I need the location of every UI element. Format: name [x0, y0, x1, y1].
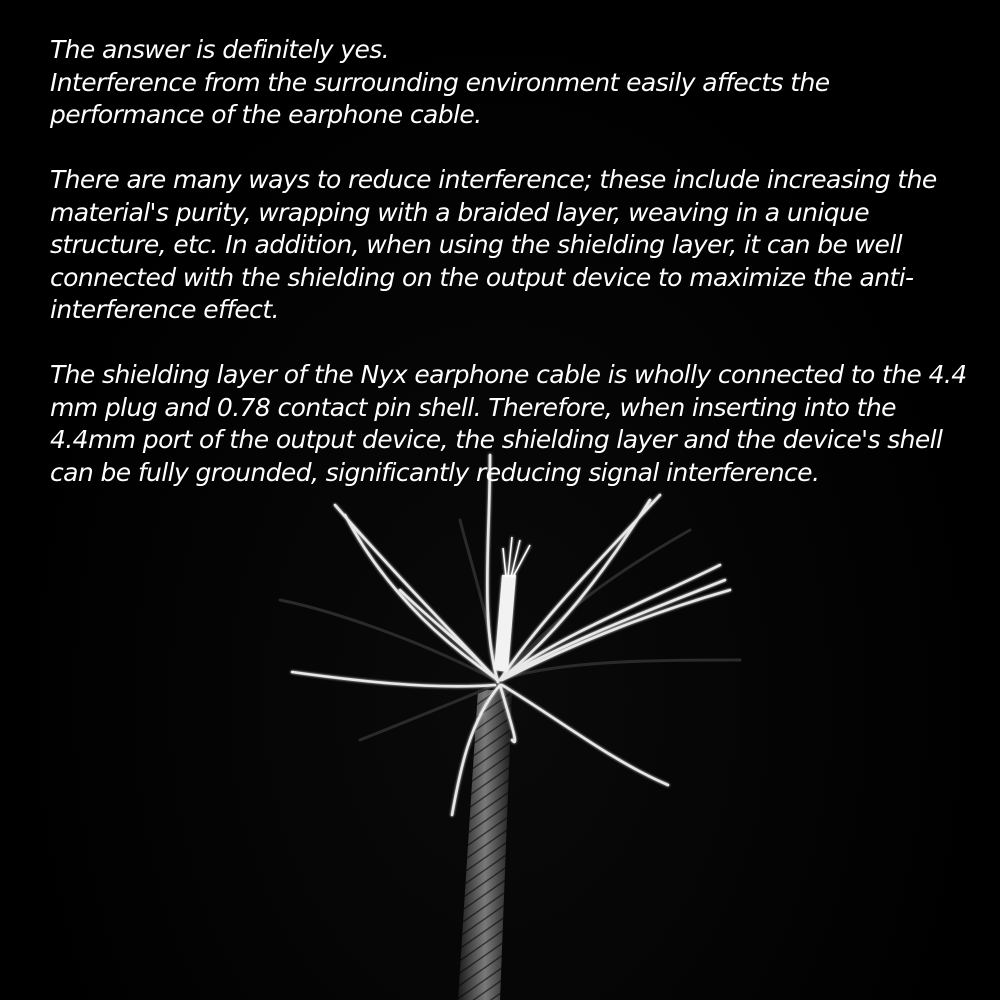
description-text: [50, 34, 970, 489]
center-core: [494, 575, 516, 672]
paragraph-nyx-shielding: The shielding layer of the Nyx earphone cable is wholly connected to the 4.4 mm plug and 0.78 contact pin shell. Therefore, when inserting into the 4.4mm port of the output device, the shielding layer and the device's shell can be fully grounded, significantly reducing signal interference.: [50, 360, 967, 487]
paragraph-intro: The answer is definitely yes. Interference from the surrounding environment easily affects the performance of the earphone cable.: [50, 35, 830, 129]
paragraph-methods: There are many ways to reduce interference; these include increasing the material's purity, wrapping with a braided layer, weaving in a unique structure, etc. In addition, when using the shielding layer, it can be well connected with the shielding on the output device to maximize the anti-interference effect.: [50, 165, 937, 324]
